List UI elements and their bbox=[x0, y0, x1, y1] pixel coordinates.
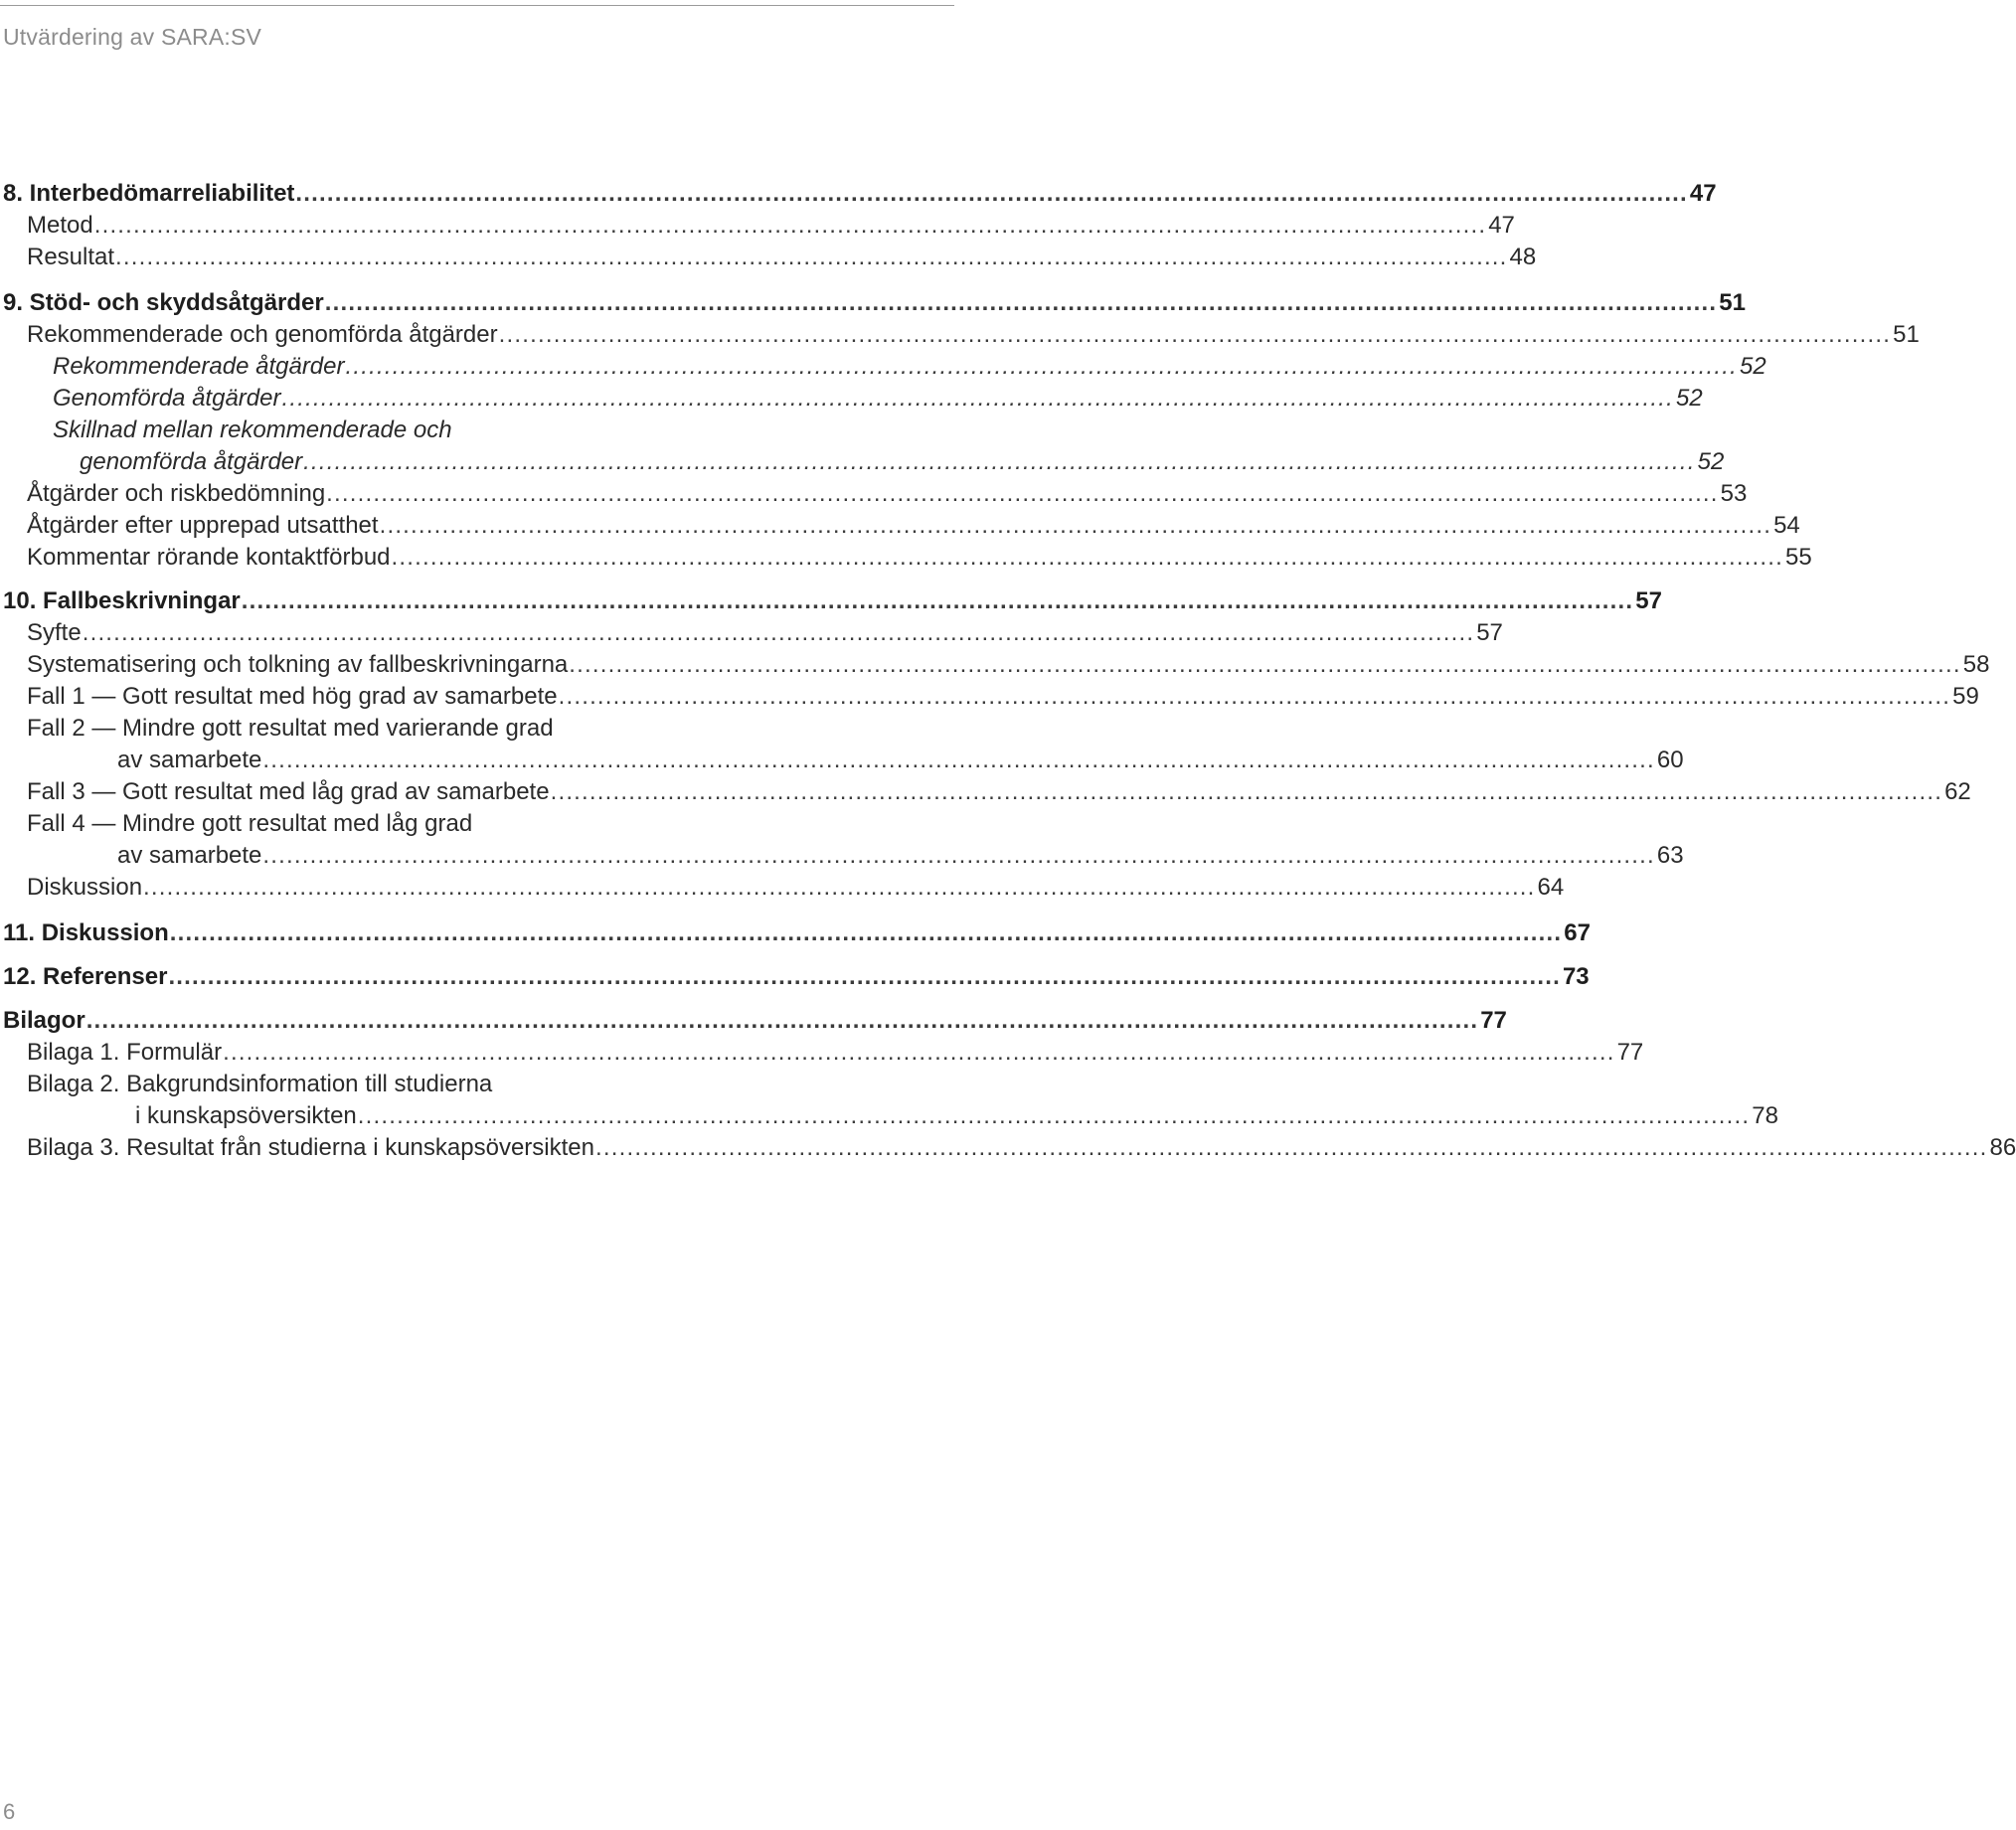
toc-entry[interactable] bbox=[80, 447, 1725, 477]
toc-entry-label: Bilaga 3. Resultat från studierna i kunskapsöversikten bbox=[27, 1134, 594, 1161]
toc-entry[interactable] bbox=[27, 543, 1812, 573]
toc-entry-label: av samarbete bbox=[117, 747, 262, 773]
toc-entry-page: 64 bbox=[1537, 874, 1565, 901]
toc-entry-label: 10. Fallbeskrivningar bbox=[3, 587, 241, 614]
toc-leader: .................................................................................................................................................................................. bbox=[262, 747, 1655, 773]
toc-entry-page: 77 bbox=[1480, 1007, 1507, 1034]
toc-entry-page: 57 bbox=[1476, 619, 1503, 646]
toc-entry-label: 9. Stöd- och skyddsåtgärder bbox=[3, 289, 324, 316]
toc-leader: .................................................................................................................................................................................. bbox=[357, 1102, 1751, 1129]
toc-entry-label: Bilaga 1. Formulär bbox=[27, 1039, 223, 1066]
toc-entry[interactable] bbox=[27, 873, 1565, 903]
toc-leader: .................................................................................................................................................................................. bbox=[303, 448, 1696, 475]
toc-entry[interactable] bbox=[27, 618, 1503, 648]
toc-leader: .................................................................................................................................................................................. bbox=[168, 963, 1561, 990]
toc-entry-label: Diskussion bbox=[27, 874, 143, 901]
toc-entry[interactable] bbox=[117, 841, 1684, 871]
toc-entry-label: 12. Referenser bbox=[3, 963, 168, 990]
running-head: Utvärdering av SARA:SV bbox=[3, 24, 262, 50]
toc-entry[interactable] bbox=[3, 962, 1590, 992]
toc-entry-label: Metod bbox=[27, 212, 93, 239]
toc-entry-page: 67 bbox=[1564, 919, 1591, 946]
toc-entry[interactable] bbox=[53, 384, 1703, 414]
toc-leader: .................................................................................................................................................................................. bbox=[326, 480, 1719, 507]
toc-leader: .................................................................................................................................................................................. bbox=[223, 1039, 1615, 1066]
toc-entry-page: 73 bbox=[1562, 963, 1590, 990]
toc-leader: .................................................................................................................................................................................. bbox=[143, 874, 1536, 901]
toc-entry-page: 59 bbox=[1952, 683, 1979, 710]
toc-entry-label: 8. Interbedömarreliabilitet bbox=[3, 180, 295, 207]
toc-entry[interactable] bbox=[27, 650, 1990, 680]
toc-entry-page: 57 bbox=[1635, 587, 1662, 614]
toc-entry-label: Fall 3 — Gott resultat med låg grad av samarbete bbox=[27, 778, 550, 805]
toc-entry-label: Bilagor bbox=[3, 1007, 85, 1034]
toc-entry-page: 48 bbox=[1509, 244, 1537, 270]
toc-entry-label: av samarbete bbox=[117, 842, 262, 869]
toc-entry[interactable] bbox=[3, 1006, 1507, 1036]
toc-leader: .................................................................................................................................................................................. bbox=[281, 385, 1674, 412]
toc-entry[interactable] bbox=[27, 211, 1515, 241]
toc-leader: .................................................................................................................................................................................. bbox=[93, 212, 1487, 239]
toc-entry-label: Fall 1 — Gott resultat med hög grad av samarbete bbox=[27, 683, 558, 710]
toc-leader: .................................................................................................................................................................................. bbox=[324, 289, 1718, 316]
toc-leader: .................................................................................................................................................................................. bbox=[262, 842, 1655, 869]
toc-entry[interactable] bbox=[27, 320, 1920, 350]
toc-entry-label: Kommentar rörande kontaktförbud bbox=[27, 544, 391, 571]
toc-leader: .................................................................................................................................................................................. bbox=[85, 1007, 1479, 1034]
toc-leader: .................................................................................................................................................................................. bbox=[115, 244, 1508, 270]
toc-leader: .................................................................................................................................................................................. bbox=[569, 651, 1961, 678]
toc-leader: .................................................................................................................................................................................. bbox=[345, 353, 1738, 380]
toc-entry[interactable] bbox=[27, 1038, 1644, 1068]
toc-entry[interactable] bbox=[3, 288, 1746, 318]
toc-entry-page: 51 bbox=[1893, 321, 1920, 348]
toc-entry[interactable] bbox=[27, 511, 1800, 541]
toc-leader: .................................................................................................................................................................................. bbox=[295, 180, 1688, 207]
toc-entry[interactable] bbox=[3, 179, 1717, 209]
toc-entry-label: 11. Diskussion bbox=[3, 919, 169, 946]
toc-entry[interactable] bbox=[117, 746, 1684, 775]
toc-leader: .................................................................................................................................................................................. bbox=[241, 587, 1634, 614]
toc-entry-label-line: Fall 4 — Mindre gott resultat med låg grad bbox=[27, 810, 473, 837]
toc-entry-page: 60 bbox=[1656, 747, 1684, 773]
toc-leader: .................................................................................................................................................................................. bbox=[391, 544, 1784, 571]
toc-entry[interactable] bbox=[27, 243, 1537, 272]
page-number: 6 bbox=[3, 1799, 16, 1824]
toc-leader: .................................................................................................................................................................................. bbox=[169, 919, 1563, 946]
toc-entry[interactable] bbox=[3, 918, 1591, 948]
toc-entry-label: Rekommenderade och genomförda åtgärder bbox=[27, 321, 498, 348]
toc-entry-page: 63 bbox=[1656, 842, 1684, 869]
toc-entry-page: 77 bbox=[1616, 1039, 1644, 1066]
toc-entry-label-line: Bilaga 2. Bakgrundsinformation till studierna bbox=[27, 1071, 493, 1097]
toc-entry-label: i kunskapsöversikten bbox=[135, 1102, 357, 1129]
toc-entry[interactable] bbox=[27, 479, 1748, 509]
toc-leader: .................................................................................................................................................................................. bbox=[379, 512, 1772, 539]
toc-entry[interactable] bbox=[27, 682, 1979, 712]
toc-entry-page: 86 bbox=[1989, 1134, 2016, 1161]
toc-entry-page: 52 bbox=[1740, 353, 1766, 380]
toc-leader: .................................................................................................................................................................................. bbox=[550, 778, 1943, 805]
toc-entry-page: 54 bbox=[1773, 512, 1800, 539]
toc-entry-page: 51 bbox=[1719, 289, 1746, 316]
toc-entry-label: Resultat bbox=[27, 244, 115, 270]
toc-entry-label: genomförda åtgärder bbox=[80, 448, 303, 475]
toc-entry-page: 58 bbox=[1962, 651, 1990, 678]
toc-leader: .................................................................................................................................................................................. bbox=[558, 683, 1951, 710]
toc-entry[interactable] bbox=[27, 777, 1971, 807]
toc-entry-label-line: Skillnad mellan rekommenderade och bbox=[53, 416, 452, 443]
toc-entry-page: 62 bbox=[1944, 778, 1971, 805]
toc-entry-page: 52 bbox=[1697, 448, 1725, 475]
toc-entry-page: 47 bbox=[1689, 180, 1717, 207]
toc-entry-label-line: Fall 2 — Mindre gott resultat med varierande grad bbox=[27, 715, 554, 742]
toc-entry-label: Åtgärder och riskbedömning bbox=[27, 480, 326, 507]
toc-entry-label: Åtgärder efter upprepad utsatthet bbox=[27, 512, 379, 539]
toc-entry-label: Rekommenderade åtgärder bbox=[53, 353, 345, 380]
toc-entry-page: 47 bbox=[1488, 212, 1515, 239]
toc-entry[interactable] bbox=[27, 1133, 2016, 1163]
toc-entry-page: 52 bbox=[1675, 385, 1703, 412]
toc-entry-label: Systematisering och tolkning av fallbeskrivningarna bbox=[27, 651, 569, 678]
toc-entry-page: 78 bbox=[1752, 1102, 1778, 1129]
toc-entry[interactable] bbox=[53, 352, 1766, 382]
toc-entry-page: 53 bbox=[1720, 480, 1748, 507]
toc-leader: .................................................................................................................................................................................. bbox=[594, 1134, 1988, 1161]
toc-leader: .................................................................................................................................................................................. bbox=[82, 619, 1475, 646]
toc-entry[interactable] bbox=[135, 1101, 1778, 1131]
toc-entry-page: 55 bbox=[1785, 544, 1812, 571]
toc-entry-label: Genomförda åtgärder bbox=[53, 385, 281, 412]
toc-entry[interactable] bbox=[3, 586, 1662, 616]
toc-leader: .................................................................................................................................................................................. bbox=[498, 321, 1892, 348]
toc-entry-label: Syfte bbox=[27, 619, 82, 646]
